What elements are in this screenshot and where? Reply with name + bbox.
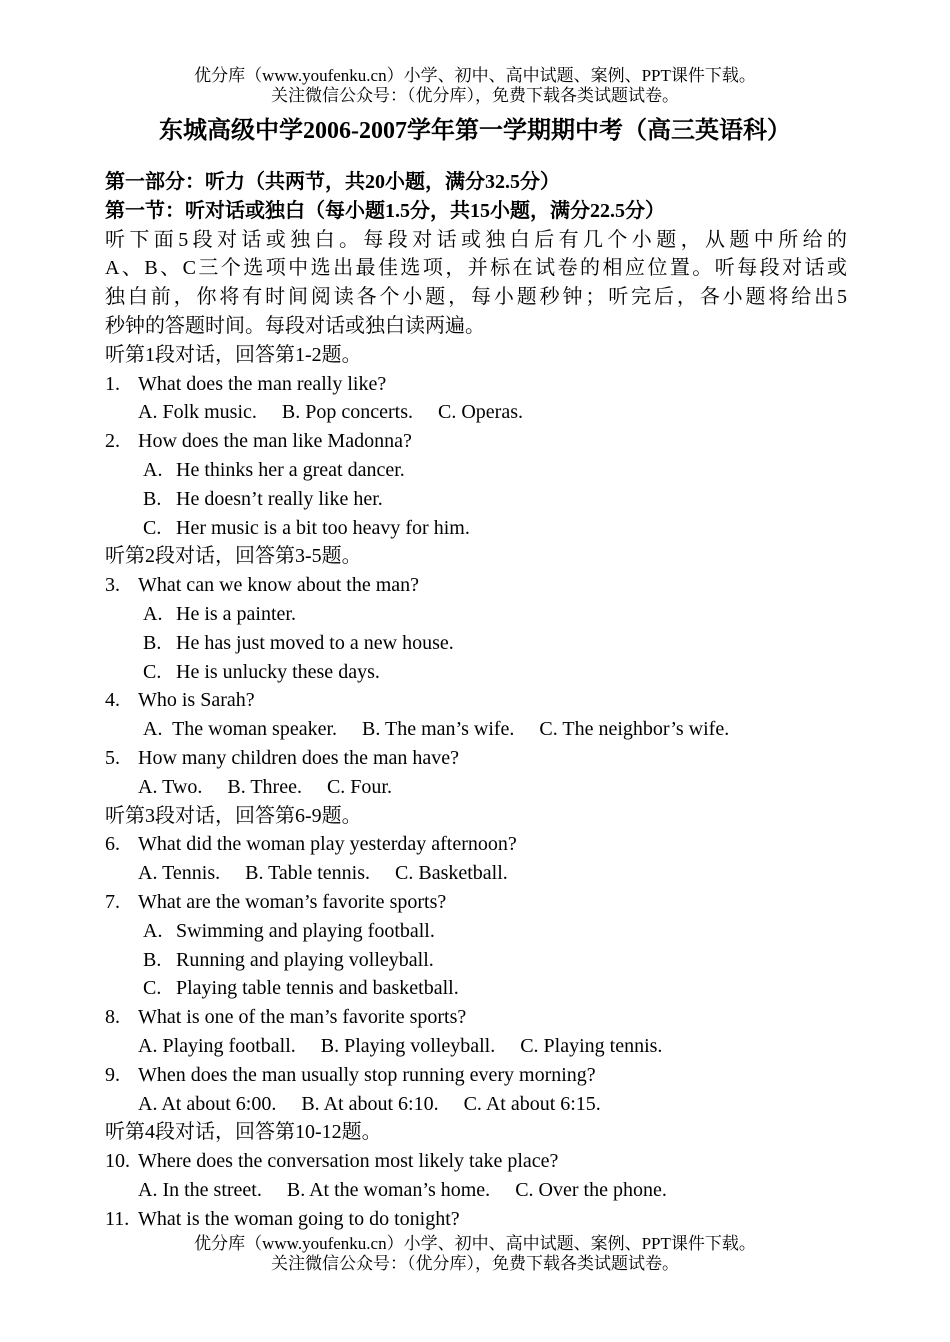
option-text: He thinks her a great dancer. — [176, 458, 405, 481]
question-6-options — [105, 859, 847, 888]
option-letter: C. — [143, 977, 162, 1000]
instructions-line-2: A、B、C三个选项中选出最佳选项，并标在试卷的相应位置。听每段对话或 — [105, 257, 847, 280]
section-heading: 第一节：听对话或独白（每小题1.5分，共15小题，满分22.5分） — [105, 199, 665, 222]
option-b — [105, 946, 847, 975]
option-c — [105, 658, 847, 687]
option-b: B. Playing volleyball. — [320, 1034, 496, 1057]
question-number: 10. — [105, 1150, 130, 1173]
option-b: B. Table tennis. — [245, 862, 371, 885]
part-heading: 第一部分：听力（共两节，共20小题，满分32.5分） — [105, 171, 560, 193]
option-letter: A. — [143, 602, 163, 625]
question-text: What can we know about the man? — [138, 574, 420, 597]
option-a: A. Folk music. — [138, 401, 257, 424]
question-number: 4. — [105, 689, 120, 712]
option-b: B. Pop concerts. — [281, 401, 413, 424]
question-number: 9. — [105, 1063, 120, 1086]
option-a: A. In the street. — [138, 1178, 262, 1201]
group-label-2: 听第2段对话，回答第3-5题。 — [105, 545, 362, 568]
question-number: 11. — [105, 1207, 130, 1230]
question-5 — [105, 744, 847, 773]
question-text: Where does the conversation most likely take place? — [138, 1150, 559, 1173]
question-text: How many children does the man have? — [138, 746, 460, 769]
question-6 — [105, 830, 847, 859]
footer-line-1: 优分库（www.youfenku.cn）小学、初中、高中试题、案例、PPT课件下载。 — [194, 1234, 756, 1253]
option-b — [105, 485, 847, 514]
question-text: What are the woman’s favorite sports? — [138, 890, 447, 913]
option-text: He has just moved to a new house. — [176, 631, 454, 654]
option-c: C. Playing tennis. — [520, 1034, 663, 1057]
option-c: C. The neighbor’s wife. — [539, 718, 730, 741]
option-text: Swimming and playing football. — [176, 919, 435, 942]
page-footer — [0, 1234, 950, 1274]
question-9 — [105, 1061, 847, 1090]
question-1 — [105, 370, 847, 399]
question-2 — [105, 427, 847, 456]
question-number: 2. — [105, 430, 120, 453]
header-line-1: 优分库（www.youfenku.cn）小学、初中、高中试题、案例、PPT课件下载。 — [194, 66, 756, 85]
option-letter: A. — [143, 458, 163, 481]
option-letter: B. — [143, 948, 162, 971]
option-b: B. The man’s wife. — [362, 718, 515, 741]
option-a: A. Playing football. — [138, 1034, 296, 1057]
question-1-options — [105, 398, 847, 427]
option-c: C. At about 6:15. — [463, 1092, 601, 1115]
option-text: He doesn’t really like her. — [176, 487, 383, 510]
option-c: C. Four. — [326, 775, 392, 798]
page-title: 东城高级中学2006-2007学年第一学期期中考（高三英语科） — [159, 118, 791, 144]
question-3 — [105, 571, 847, 600]
group-label-1: 听第1段对话，回答第1-2题。 — [105, 343, 362, 366]
option-letter: B. — [143, 631, 162, 654]
question-number: 8. — [105, 1006, 120, 1029]
option-b — [105, 629, 847, 658]
question-10 — [105, 1147, 847, 1176]
question-text: How does the man like Madonna? — [138, 430, 412, 453]
question-text: What did the woman play yesterday afternoon? — [138, 833, 517, 856]
option-c: C. Basketball. — [395, 862, 508, 885]
question-number: 7. — [105, 890, 120, 913]
option-text: Playing table tennis and basketball. — [176, 977, 459, 1000]
question-number: 1. — [105, 372, 120, 395]
option-a: A. Tennis. — [138, 862, 221, 885]
question-text: Who is Sarah? — [138, 689, 255, 712]
option-c: C. Operas. — [438, 401, 523, 424]
option-b: B. Three. — [227, 775, 302, 798]
option-a: A. Two. — [138, 775, 203, 798]
footer-line-2: 关注微信公众号：（优分库），免费下载各类试题试卷。 — [271, 1254, 679, 1273]
option-text: He is unlucky these days. — [176, 660, 380, 683]
instructions-line-3: 独白前，你将有时间阅读各个小题，每小题秒钟；听完后，各小题将给出5 — [105, 286, 847, 309]
option-letter: C. — [143, 660, 162, 683]
question-4 — [105, 686, 847, 715]
instructions-line-4: 秒钟的答题时间。每段对话或独白读两遍。 — [105, 314, 485, 337]
option-letter: A. — [143, 919, 163, 942]
option-a — [105, 456, 847, 485]
group-label-3: 听第3段对话，回答第6-9题。 — [105, 804, 362, 827]
header-line-2: 关注微信公众号：（优分库），免费下载各类试题试卷。 — [271, 86, 679, 105]
option-a: A. At about 6:00. — [138, 1092, 277, 1115]
option-text: Her music is a bit too heavy for him. — [176, 516, 470, 539]
option-a: A. The woman speaker. — [143, 718, 338, 741]
instructions-line-1: 听下面5段对话或独白。每段对话或独白后有几个小题，从题中所给的 — [105, 228, 847, 251]
group-label-4: 听第4段对话，回答第10-12题。 — [105, 1121, 382, 1144]
question-8 — [105, 1003, 847, 1032]
question-number: 5. — [105, 746, 120, 769]
option-a — [105, 600, 847, 629]
option-c: C. Over the phone. — [515, 1178, 667, 1201]
question-text: What does the man really like? — [138, 372, 387, 395]
question-5-options — [105, 773, 847, 802]
exam-content — [105, 168, 847, 1233]
option-b: B. At about 6:10. — [301, 1092, 439, 1115]
question-number: 3. — [105, 574, 120, 597]
question-text: What is the woman going to do tonight? — [138, 1207, 460, 1230]
question-4-options — [105, 715, 847, 744]
option-c — [105, 974, 847, 1003]
option-letter: B. — [143, 487, 162, 510]
question-11 — [105, 1205, 847, 1234]
option-c — [105, 514, 847, 543]
question-9-options — [105, 1090, 847, 1119]
option-text: Running and playing volleyball. — [176, 948, 434, 971]
question-10-options — [105, 1176, 847, 1205]
question-text: What is one of the man’s favorite sports? — [138, 1006, 467, 1029]
question-7 — [105, 888, 847, 917]
question-number: 6. — [105, 833, 120, 856]
question-text: When does the man usually stop running every morning? — [138, 1063, 596, 1086]
option-b: B. At the woman’s home. — [286, 1178, 491, 1201]
option-letter: C. — [143, 516, 162, 539]
option-text: He is a painter. — [176, 602, 296, 625]
page-header — [0, 66, 950, 106]
option-a — [105, 917, 847, 946]
question-8-options — [105, 1032, 847, 1061]
